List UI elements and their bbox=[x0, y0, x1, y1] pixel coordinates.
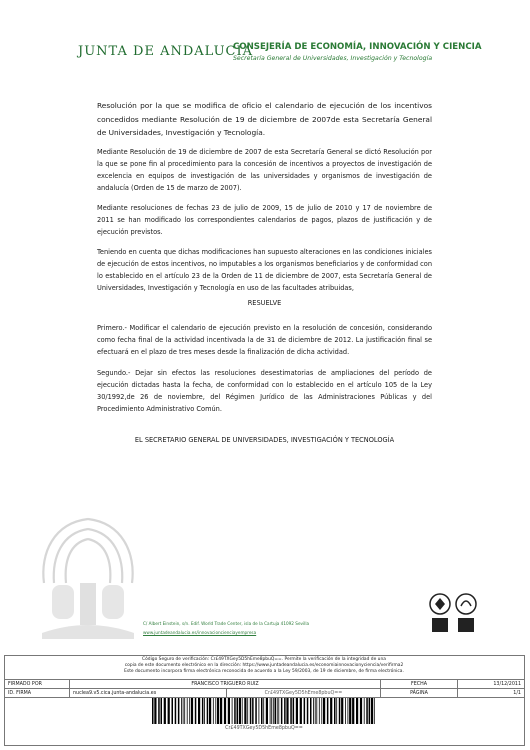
barcode-image bbox=[150, 698, 378, 724]
signature-code: Cr£49TXGey5D5hEme8pbuQ== bbox=[227, 689, 381, 698]
page-value: 1/1 bbox=[458, 689, 525, 698]
article-segundo bbox=[97, 367, 432, 415]
signer-title: EL SECRETARIO GENERAL DE UNIVERSIDADES, INVESTIGACIÓN Y TECNOLOGÍA bbox=[134, 436, 395, 444]
table-row bbox=[5, 680, 525, 689]
verification-line-2: copia de este documento electrónico en la dirección: https://www.juntadeandalucia.es/economiainnovacionyciencia/verifirma2 bbox=[124, 663, 404, 668]
signed-by-label: FIRMADO POR bbox=[5, 680, 70, 689]
date-label: FECHA bbox=[381, 680, 458, 689]
subdepartment-name: Secretaría General de Universidades, Investigación y Tecnología bbox=[233, 55, 433, 62]
primero-text: Modificar el calendario de ejecución previsto en la resolución de concesión, considerando como fecha final de la actividad incentivada la de 31 de diciembre de 2012. La justificación final se efectuará en el plazo de tres meses desde la finalización de dicha actividad. bbox=[97, 324, 432, 356]
department-name: CONSEJERÍA DE ECONOMÍA, INNOVACIÓN Y CIENCIA bbox=[233, 42, 482, 52]
signed-by-value: FRANCISCO TRIGUERO RUIZ bbox=[70, 680, 381, 689]
paragraph-2: Mediante resoluciones de fechas 23 de julio de 2009, 15 de julio de 2010 y 17 de noviembre de 2011 se han modificado los correspondientes calendarios de pagos, plazos de justificación y de ejecución previstos. bbox=[97, 204, 432, 236]
segundo-label: Segundo.- bbox=[97, 369, 131, 377]
primero-label: Primero.- bbox=[97, 324, 127, 332]
andalucia-emblem-watermark bbox=[34, 513, 142, 651]
address-line: C/ Albert Einstein, s/n. Edif. World Trade Center, isla de la Cartuja 41092 Sevilla bbox=[143, 621, 310, 626]
signature-id-label: ID. FIRMA bbox=[5, 689, 70, 698]
page-label: PÁGINA bbox=[381, 689, 458, 698]
table-row bbox=[5, 689, 525, 698]
resuelve-heading: RESUELVE bbox=[247, 299, 282, 307]
signature-table bbox=[4, 679, 525, 698]
verification-line-1: Código Seguro de verificación: Cr£49TXGey5D5hEme8pbuQ==. Permite la verificación de la integridad de una bbox=[142, 657, 386, 662]
junta-logo: JUNTA DE ANDALUCIA bbox=[78, 44, 253, 59]
verification-line-3: Este documento incorpora firma electrónica reconocida de acuerdo a la Ley 59/2003, de 19 de diciembre, de firma electrónica. bbox=[124, 669, 404, 674]
paragraph-3: Teniendo en cuenta que dichas modificaciones han supuesto alteraciones en las condiciones iniciales de ejecución de estos incentivos, no imputables a los organismos beneficiarios y de conformidad con lo establecido en el artículo 23 de la Orden de 11 de diciembre de 2007, esta Secretaría General de Universidades, Investigación y Tecnología en uso de las facultades atribuidas, bbox=[97, 248, 432, 292]
segundo-text: Dejar sin efectos las resoluciones desestimatorias de ampliaciones del período de ejecución dictadas hasta la fecha, de conformidad con lo establecido en el artículo 105 de la Ley 30/1992,de 26 de noviembre, del Régimen Jurídico de las Administraciones Públicas y del Procedimiento Administrativo Común. bbox=[97, 369, 432, 413]
article-primero bbox=[97, 322, 432, 358]
certification-seals-icon bbox=[428, 590, 480, 636]
resolution-title: Resolución por la que se modifica de oficio el calendario de ejecución de los incentivos concedidos mediante Resolución de 19 de diciembre de 2007de esta Secretaría General de Universidades, Investigación y Tecnología. bbox=[97, 101, 432, 137]
signature-host: nuclea9.v5.cica.junta-andalucia.es bbox=[70, 689, 227, 698]
website-link[interactable]: www.juntadeandalucia.es/innovacioncienciayempresa bbox=[143, 630, 257, 635]
barcode-text: Cr£49TXGey5D5hEme8pbuQ== bbox=[225, 726, 303, 731]
date-value: 13/12/2011 bbox=[458, 680, 525, 689]
paragraph-1: Mediante Resolución de 19 de diciembre de 2007 de esta Secretaría General se dictó Resolución por la que se pone fin al procedimiento para la concesión de incentivos a proyectos de investigación de excelencia en equipos de investigación de las universidades y organismos de investigación de andalucía (Orden de 15 de marzo de 2007). bbox=[97, 148, 432, 192]
verification-text bbox=[8, 657, 520, 675]
